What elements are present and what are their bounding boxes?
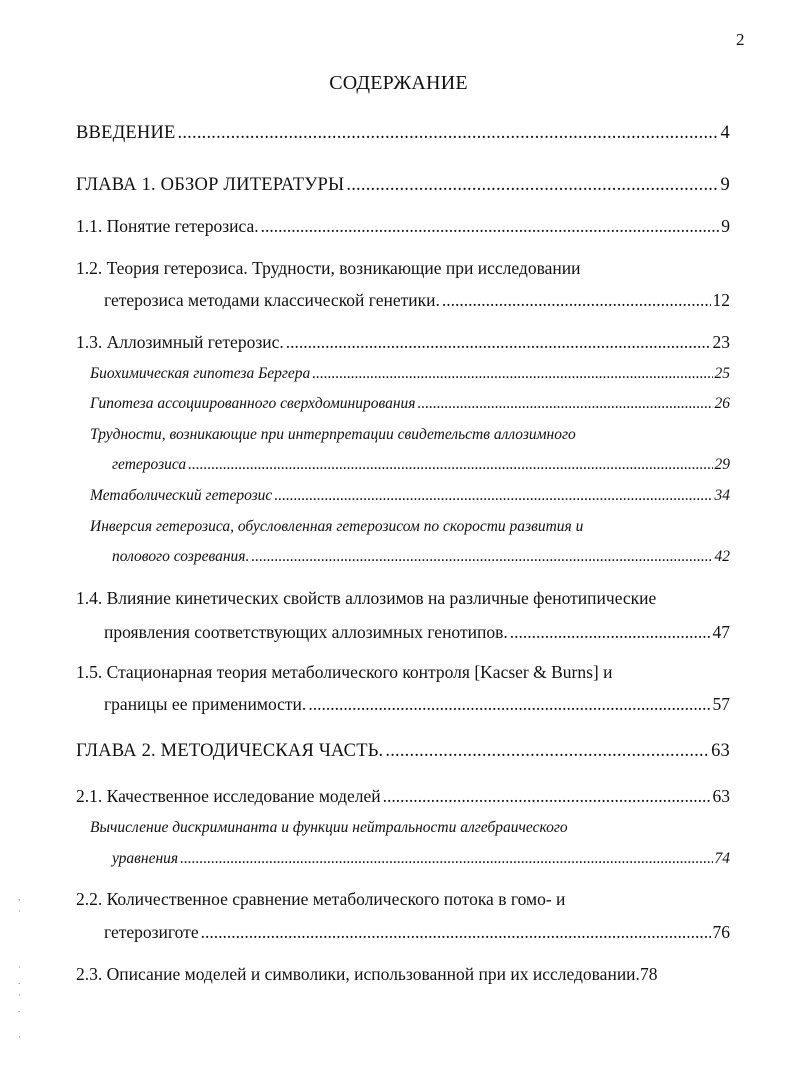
toc-entry-title: ГЛАВА 2. МЕТОДИЧЕСКАЯ ЧАСТЬ.	[76, 741, 384, 761]
toc-entry-1-3[interactable]	[76, 332, 730, 353]
toc-subentry-metabolic[interactable]	[90, 487, 730, 505]
dot-leader	[286, 332, 711, 353]
toc-entry-title: гетерозиготе	[104, 922, 199, 942]
toc-page-number: 9	[720, 175, 730, 195]
dot-leader	[261, 216, 720, 237]
toc-entry-title: ВВЕДЕНИЕ	[76, 123, 176, 143]
toc-subentry-difficulties-line1[interactable]: Трудности, возникающие при интерпретации свидетельств аллозимного	[90, 426, 576, 443]
toc-page-number: 63	[711, 741, 730, 761]
dot-leader	[251, 548, 712, 566]
toc-page-number: 47	[712, 622, 730, 642]
toc-page-number: 57	[712, 694, 730, 714]
dot-leader	[201, 922, 711, 943]
toc-entry-title: проявления соответствующих аллозимных генотипов.	[104, 622, 508, 642]
dot-leader	[308, 694, 710, 715]
toc-entry-chapter-2[interactable]	[76, 741, 730, 762]
toc-entry-title: ГЛАВА 1. ОБЗОР ЛИТЕРАТУРЫ	[76, 175, 345, 195]
toc-page-number: 23	[712, 332, 730, 352]
toc-entry-1-5[interactable]	[104, 694, 730, 715]
dot-leader	[418, 395, 713, 413]
dot-leader	[178, 123, 719, 144]
page-number: 2	[736, 30, 745, 49]
toc-entry-1-1[interactable]	[76, 216, 730, 237]
dot-leader	[180, 850, 712, 868]
toc-entry-2-2[interactable]	[104, 922, 730, 943]
toc-entry-title: гетерозиса методами классической генетики.	[104, 290, 440, 310]
toc-subentry-difficulties[interactable]	[112, 456, 730, 474]
toc-page-number: 12	[712, 290, 730, 310]
toc-subentry-inversion-line1[interactable]: Инверсия гетерозиса, обусловленная гетерозисом по скорости развития и	[90, 518, 584, 535]
toc-page-number: 25	[714, 365, 730, 382]
toc-entry-2-3[interactable]	[76, 964, 730, 985]
toc-entry-title: границы ее применимости.	[104, 694, 307, 714]
toc-entry-title: гетерозиса	[112, 456, 187, 473]
toc-entry-1-4[interactable]	[104, 622, 730, 643]
toc-subentry-overdominance[interactable]	[90, 395, 730, 413]
toc-entry-title: 1.1. Понятие гетерозиса.	[76, 216, 259, 236]
toc-page-number: 26	[714, 395, 730, 412]
toc-subentry-berger[interactable]	[90, 365, 730, 383]
toc-subentry-discriminant-line1[interactable]: Вычисление дискриминанта и функции нейтральности алгебраического	[90, 819, 568, 836]
toc-entry-title: 1.3. Аллозимный гетерозис.	[76, 332, 284, 352]
toc-entry-chapter-1[interactable]	[76, 175, 730, 196]
dot-leader	[510, 622, 711, 643]
toc-page-number: 9	[721, 216, 730, 236]
dot-leader	[274, 487, 712, 505]
toc-page-number: 74	[714, 850, 730, 867]
toc-subentry-inversion[interactable]	[112, 548, 730, 566]
dot-leader	[442, 290, 711, 311]
dot-leader	[383, 786, 711, 807]
scan-margin-specks: , · · . · . ·	[18, 892, 21, 1042]
toc-page-number: 63	[712, 786, 730, 806]
dot-leader	[385, 741, 709, 762]
toc-page-number: 78	[639, 964, 658, 984]
toc-entry-title: Биохимическая гипотеза Бергера	[90, 365, 311, 382]
toc-page-number: 76	[712, 922, 730, 942]
toc-page-number: 42	[714, 548, 730, 565]
toc-entry-2-2-line1[interactable]: 2.2. Количественное сравнение метаболического потока в гомо- и	[76, 889, 566, 909]
toc-entry-intro[interactable]	[76, 123, 730, 144]
dot-leader	[346, 175, 718, 196]
toc-entry-1-4-line1[interactable]: 1.4. Влияние кинетических свойств аллозимов на различные фенотипические	[76, 588, 657, 608]
toc-entry-1-5-line1[interactable]: 1.5. Стационарная теория метаболического контроля [Kacser & Burns] и	[76, 662, 613, 682]
toc-entry-1-2[interactable]	[104, 290, 730, 311]
dot-leader	[188, 456, 712, 474]
toc-entry-title: уравнения	[112, 850, 179, 867]
toc-page-number: 34	[714, 487, 730, 504]
toc-entry-1-2-line1[interactable]: 1.2. Теория гетерозиса. Трудности, возникающие при исследовании	[76, 258, 581, 278]
toc-entry-title: Метаболический гетерозис	[90, 487, 273, 504]
page-title: СОДЕРЖАНИЕ	[329, 72, 468, 94]
toc-page-number: 4	[720, 123, 730, 143]
toc-entry-2-1[interactable]	[76, 786, 730, 807]
toc-subentry-discriminant[interactable]	[112, 850, 730, 868]
toc-page-number: 29	[714, 456, 730, 473]
dot-leader	[312, 365, 712, 383]
toc-entry-title: 2.3. Описание моделей и символики, использованной при их исследовании.	[76, 964, 640, 984]
toc-entry-title: полового созревания.	[112, 548, 250, 565]
toc-entry-title: Гипотеза ассоциированного сверхдоминирования	[90, 395, 416, 412]
toc-entry-title: 2.1. Качественное исследование моделей	[76, 786, 381, 806]
